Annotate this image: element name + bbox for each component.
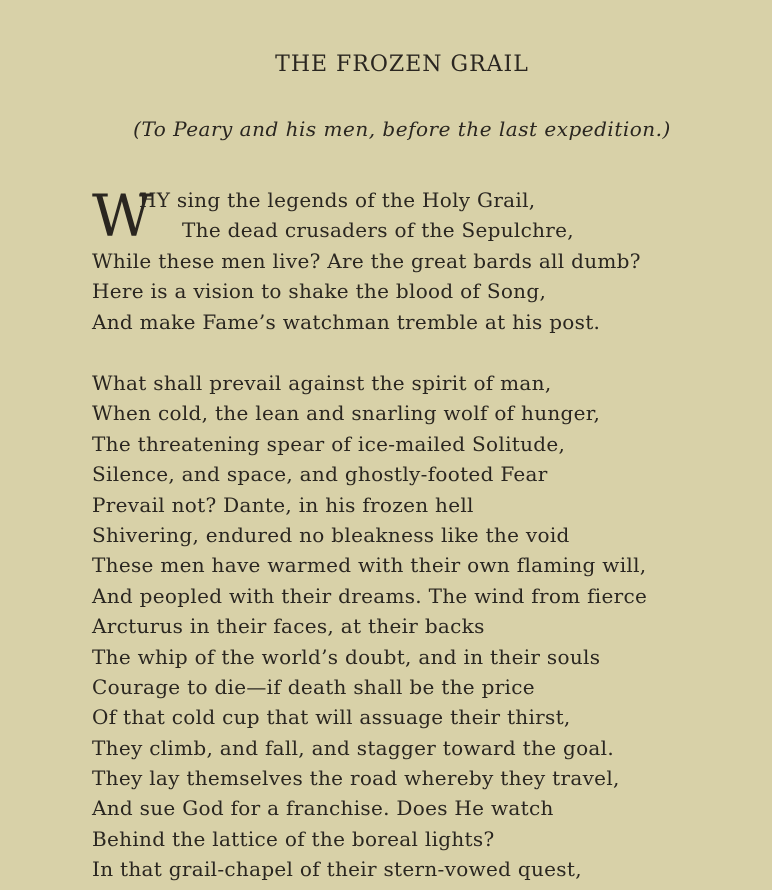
- poem-line: Here is a vision to shake the blood of Song,: [92, 279, 547, 304]
- poem-line: When cold, the lean and snarling wolf of hunger,: [92, 401, 601, 426]
- poem-title: THE FROZEN GRAIL: [275, 52, 529, 77]
- poem-line: The whip of the world’s doubt, and in their souls: [92, 644, 601, 669]
- stanza-2: [92, 368, 764, 885]
- dedication-text: To Peary and his men, before the last expedition.: [141, 117, 663, 141]
- poem-dedication: [0, 117, 772, 141]
- poem-line: And sue God for a franchise. Does He watch: [92, 796, 554, 821]
- poem-line: Arcturus in their faces, at their backs: [92, 614, 485, 639]
- poem-line: They lay themselves the road whereby they travel,: [92, 766, 620, 791]
- poem-line: They climb, and fall, and stagger toward the goal.: [92, 735, 615, 760]
- poem-line: And make Fame’s watchman tremble at his post.: [92, 309, 601, 334]
- poem-line: While these men live? Are the great bards all dumb?: [92, 248, 641, 273]
- dedication-close-paren: ): [662, 117, 671, 141]
- stanza-1: [92, 182, 764, 337]
- poem-line: Of that cold cup that will assuage their thirst,: [92, 705, 571, 730]
- poem-line: The threatening spear of ice-mailed Solitude,: [92, 431, 566, 456]
- poem-line: Shivering, endured no bleakness like the void: [92, 522, 570, 547]
- poem-line: Prevail not? Dante, in his frozen hell: [92, 492, 474, 517]
- poem-line: The dead crusaders of the Sepulchre,: [182, 218, 574, 243]
- poem-line: These men have warmed with their own flaming will,: [92, 553, 647, 578]
- poem-line: Silence, and space, and ghostly-footed Fear: [92, 462, 548, 487]
- drop-cap: W: [92, 182, 152, 250]
- poem-line: Courage to die—if death shall be the price: [92, 674, 535, 699]
- poem-line: And peopled with their dreams. The wind from fierce: [92, 583, 648, 608]
- poem-line: What shall prevail against the spirit of man,: [92, 371, 552, 395]
- poem-line: HY sing the legends of the Holy Grail,: [139, 188, 536, 212]
- poem-line: In that grail-chapel of their stern-vowed quest,: [92, 857, 582, 882]
- poem-line: Behind the lattice of the boreal lights?: [92, 826, 495, 851]
- dedication-open-paren: (: [133, 117, 142, 141]
